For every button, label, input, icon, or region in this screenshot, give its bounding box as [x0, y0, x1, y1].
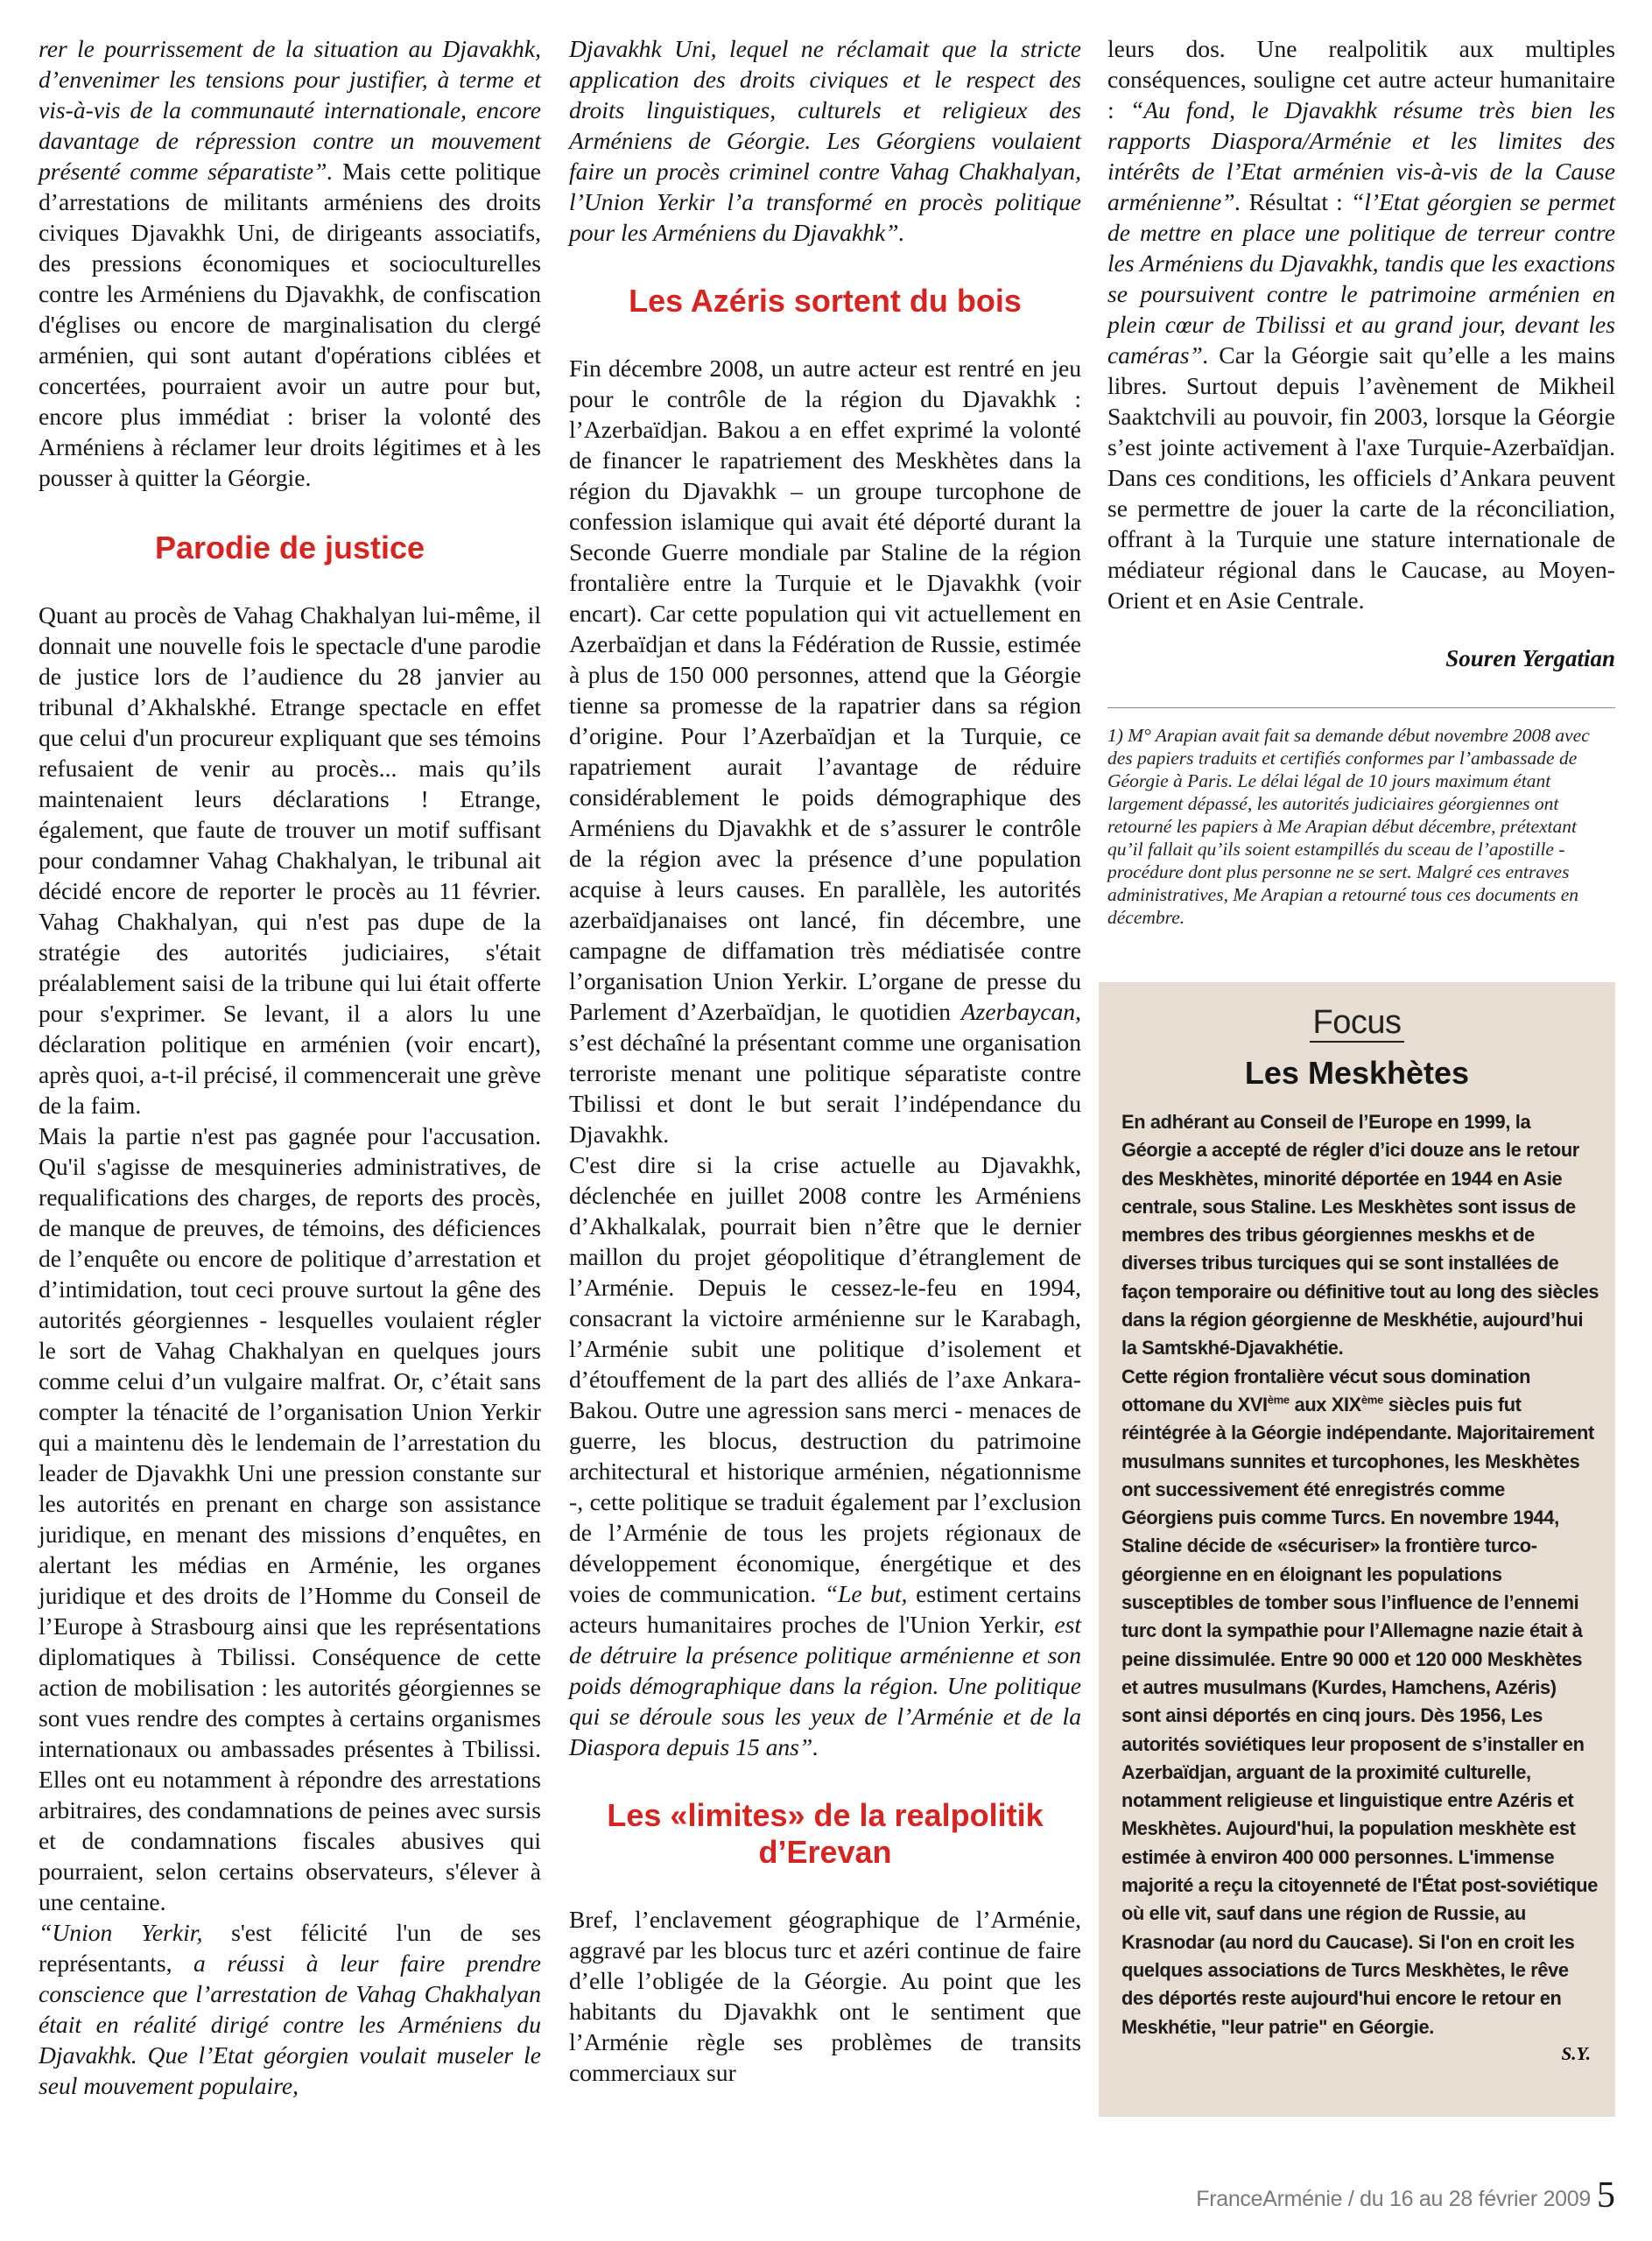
paragraph — [569, 1149, 1081, 1762]
newspaper-name: Azerbaycan — [960, 998, 1076, 1025]
superscript: ème — [1360, 1393, 1384, 1407]
column-2 — [569, 33, 1081, 2088]
body-text: Fin décembre 2008, un autre acteur est rentré en jeu pour le contrôle de la région du Djavakhk : l’Azerbaïdjan. Bakou a en effet exprimé la volonté de financer le rapatriement des Meskhètes dans la région du Djavakhk – un groupe turcophone de confession islamique qui avait été déporté durant la Seconde Guerre mondiale par Staline de la région frontalière entre la Turquie et le Djavakhk (voir encart). Car cette population qui vit actuellement en Azerbaïdjan et dans la Fédération de Russie, estimée à plus de 150 000 personnes, attend que la Géorgie tienne sa promesse de la rapatrier dans sa région d’origine. Pour l’Azerbaïdjan et la Turquie, ce rapatriement aurait l’avantage de réduire considérablement le poids démographique des Arméniens du Djavakhk et de s’assurer le contrôle de la région avec la présence d’une population acquise à leurs causes. En parallèle, les autorités azerbaïdjanaises ont lancé, fin décembre, une campagne de diffamation très médiatisée contre l’organisation Union Yerkir. L’organe de presse du Parlement d’Azerbaïdjan, le quotidien — [569, 355, 1081, 1025]
focus-body — [1121, 1108, 1599, 2041]
focus-box — [1099, 982, 1615, 2117]
quote-text: “l’Etat géorgien se permet de mettre en place une politique de terreur contre les Arméniens du Djavakhk, tandis que les exactions se poursuivent contre le patrimoine arménien en plein cœur de Tbilissi et au grand jour, devant les caméras”. — [1107, 188, 1615, 369]
body-text: s'est félicité l'un de ses représentants, — [39, 1919, 541, 1977]
focus-signature: S.Y. — [1561, 2042, 1591, 2064]
paragraph: Bref, l’enclavement géographique de l’Arménie, aggravé par les blocus turc et azéri continue de faire d’elle l’obligée de la Géorgie. Au point que les habitants du Djavakhk ont le sentiment que l’Arménie règle ses problèmes de transits commerciaux sur — [569, 1906, 1081, 2086]
quote-text: “Union Yerkir, — [39, 1919, 203, 1946]
paragraph: En adhérant au Conseil de l’Europe en 1999, la Géorgie a accepté de régler d’ici douze ans le retour des Meskhètes, minorité déportée en 1944 en Asie centrale, sous Staline. Les Meskhètes sont issus de membres des tribus géorgiennes meskhs et de diverses tribus turciques qui se sont installées de façon temporaire ou définitive tout au long des siècles dans la région géorgienne de Meskhétie, aujourd’hui la Samtskhé-Djavakhétie. — [1121, 1111, 1599, 1359]
page-number: 5 — [1597, 2175, 1615, 2216]
quote-text: “Le but, — [824, 1580, 908, 1607]
footnote: 1) M° Arapian avait fait sa demande début novembre 2008 avec des papiers traduits et certifiés conformes par l’ambassade de Géorgie à Paris. Le délai légal de 10 jours maximum étant largement dépassé, les autorités judiciaires géorgiennes ont retourné les papiers à Me Arapian début décembre, prétextant qu’il fallait qu’ils soient estampillés du sceau de l’apostille - procédure dont plus personne ne se sert. Malgré ces entraves administratives, Me Arapian a retourné tous ces documents en décembre. — [1107, 707, 1615, 929]
body-text: Mais cette politique d’arrestations de militants arméniens des droits civiques Djavakhk Uni, de dirigeants associatifs, des pressions économiques et socioculturelles contre les Arméniens du Djavakhk, de confiscation d'églises ou encore de marginalisation du clergé arménien, qui sont autant d'opérations ciblées et concertées, pourraient avoir un autre pour but, encore plus immédiat : briser la volonté des Arméniens à réclamer leur droits légitimes et à les pousser à quitter la Géorgie. — [39, 158, 541, 491]
quote-text: “Au fond, le Djavakhk résume très bien les rapports Diaspora/Arménie et les limites des intérêts de l’Etat arménien vis-à-vis de la Cause arménienne”. — [1107, 96, 1615, 215]
author-signature: Souren Yergatian — [1445, 645, 1615, 671]
body-text: C'est dire si la crise actuelle au Djavakhk, déclenchée en juillet 2008 contre les Arméniens d’Akhalkalak, pourrait bien n’être que le dernier maillon du projet géopolitique d’étranglement de l’Arménie. Depuis le cessez-le-feu en 1994, consacrant la victoire arménienne sur le Karabagh, l’Arménie subit une politique d’isolement et d’étouffement de la part des alliés de l’axe Ankara-Bakou. Outre une agression sans merci - menaces de guerre, les blocus, destruction du patrimoine architectural et historique arménien, négationnisme -, cette politique se traduit également par l’exclusion de l’Arménie de tous les projets régionaux de développement économique, énergétique et des voies de communication. — [569, 1151, 1081, 1607]
body-text: Cette région frontalière vécut sous domination ottomane du XVI — [1121, 1365, 1531, 1416]
quote-text: rer le pourrissement de la situation au Djavakhk, d’envenimer les tensions pour justifier, à terme et vis-à-vis de la communauté internationale, encore davantage de répression contre un mouvement présenté comme séparatiste”. — [39, 35, 541, 185]
focus-kicker — [1099, 1003, 1615, 1042]
paragraph — [39, 1917, 541, 2101]
body-text: Car la Géorgie sait qu’elle a les mains libres. Surtout depuis l’avènement de Mikheil Saaktchvili au pouvoir, fin 2003, lorsque la Géorgie s’est jointe activement à l'axe Turquie-Azerbaïdjan. Dans ces conditions, les officiels d’Ankara peuvent se permettre de jouer la carte de la réconciliation, offrant à la Turquie une stature internationale de médiateur régional dans le Caucase, au Moyen-Orient et en Asie Centrale. — [1107, 341, 1615, 614]
body-text: Résultat : — [1241, 188, 1351, 215]
column-3 — [1107, 33, 1615, 929]
superscript: ème — [1267, 1393, 1290, 1407]
body-text: , s’est déchaîné la présentant comme une organisation terroriste menant une politique séparatiste contre Tbilissi et dont le but serait l’indépendance du Djavakhk. — [569, 998, 1081, 1148]
focus-title: Les Meskhètes — [1244, 1055, 1470, 1091]
paragraph: Djavakhk Uni, lequel ne réclamait que la stricte application des droits civiques et le respect des droits linguistiques, culturels et religieux des Arméniens de Géorgie. Les Géorgiens voulaient faire un procès criminel contre Vahag Chakhalyan, l’Union Yerkir l’a transformé en procès politique pour les Arméniens du Djavakhk”. — [569, 35, 1081, 246]
paragraph: Mais la partie n'est pas gagnée pour l'accusation. Qu'il s'agisse de mesquineries administratives, de requalifications des charges, de reports des procès, de manque de preuves, de témoins, des déficiences de l’enquête ou encore de politique d’arrestation et d’intimidation, tout ceci prouve surtout la gêne des autorités géorgiennes - lesquelles voulaient régler le sort de Vahag Chakhalyan en quelques jours comme celui d’un vulgaire malfrat. Or, c’était sans compter la ténacité de l’organisation Union Yerkir qui a maintenu dès le lendemain de l’arrestation du leader de Djavakhk Uni une pression constante sur les autorités en prenant en charge son assistance juridique, en menant des missions d’enquêtes, en alertant les médias en Arménie, les organes juridique et des droits de l’Homme du Conseil de l’Europe à Strasbourg ainsi que les représentations diplomatiques à Tbilissi. Conséquence de cette action de mobilisation : les autorités géorgiennes se sont vues rendre des comptes à certains organismes internationaux ou ambassades présentes à Tbilissi. Elles ont eu notamment à répondre des arrestations arbitraires, des condamnations de peines avec sursis et de condamnations fiscales abusives qui pourraient, selon certains observateurs, s'élever à une centaine. — [39, 1122, 541, 1915]
paragraph — [1121, 1363, 1599, 2041]
paragraph — [569, 353, 1081, 1149]
section-heading: Les «limites» de la realpolitik d’Erevan — [607, 1797, 1044, 1870]
column-1 — [39, 33, 541, 2101]
section-heading: Les Azéris sortent du bois — [629, 283, 1022, 319]
paragraph — [1107, 33, 1615, 615]
page-footer: FranceArménie / du 16 au 28 février 2009 — [1196, 2187, 1591, 2211]
body-text: leurs dos. Une realpolitik aux multiples conséquences, souligne cet autre acteur humanitaire : — [1107, 35, 1615, 123]
quote-text: a réussi à leur faire prendre conscience que l’arrestation de Vahag Chakhalyan était en réalité dirigé contre les Arméniens du Djavakhk. Que l’Etat géorgien voulait museler le seul mouvement populaire, — [39, 1949, 541, 2099]
body-text: siècles puis fut réintégrée à la Géorgie indépendante. Majoritairement musulmans sunnites et turcophones, les Meskhètes ont successivement été enregistrés comme Géorgiens puis comme Turcs. En novembre 1944, Staline décide de «sécuriser» la frontière turco-géorgienne en en éloignant les populations susceptibles de tomber sous l’influence de l’ennemi turc dont la sympathie pour l’Allemagne nazie était à peine dissimulée. Entre 90 000 et 120 000 Meskhètes et autres musulmans (Kurdes, Hamchens, Azéris) sont ainsi déportés en cinq jours. Dès 1956, Les autorités soviétiques leur proposent de s’installer en Azerbaïdjan, arguant de la proximité culturelle, notamment religieuse et linguistique entre Azéris et Meskhètes. Aujourd'hui, la population meskhète est estimée à environ 400 000 personnes. L'immense majorité a reçu la citoyenneté de l'État post-soviétique où elle vit, sauf dans une région de Russie, au Krasnodar (au nord du Caucase). Si l'on en croit les quelques associations de Turcs Meskhètes, le rêve des déportés reste aujourd'hui encore le retour en Meskhétie, "leur patrie" en Géorgie. — [1121, 1393, 1598, 2038]
paragraph: Quant au procès de Vahag Chakhalyan lui-même, il donnait une nouvelle fois le spectacle d'une parodie de justice lors de l’audience du 28 janvier au tribunal d’Akhalskhé. Etrange spectacle en effet que celui d'un procureur expliquant que ses témoins refusaient de venir au procès... mais qu’ils maintenaient leurs déclarations ! Etrange, également, que faute de trouver un motif suffisant pour condamner Vahag Chakhalyan, le tribunal ait décidé encore de reporter le procès au 11 février. Vahag Chakhalyan, qui n'est pas dupe de la stratégie des autorités judiciaires, s'était préalablement saisi de la tribune qui lui était offerte pour s'exprimer. Se levant, il a alors lu une déclaration politique en arménien (voir encart), après quoi, a-t-il précisé, il commencerait une grève de la faim. — [39, 601, 541, 1119]
focus-kicker-label: Focus — [1310, 1004, 1405, 1043]
paragraph — [39, 33, 541, 493]
section-heading: Parodie de justice — [154, 530, 425, 566]
quote-text: est de détruire la présence politique arménienne et son poids démographique dans la région. Une politique qui se déroule sous les yeux de l’Arménie et de la Diaspora depuis 15 ans”. — [569, 1611, 1081, 1760]
body-text: estiment certains acteurs humanitaires proches de l'Union Yerkir, — [569, 1580, 1081, 1638]
body-text: aux XIX — [1289, 1393, 1361, 1416]
